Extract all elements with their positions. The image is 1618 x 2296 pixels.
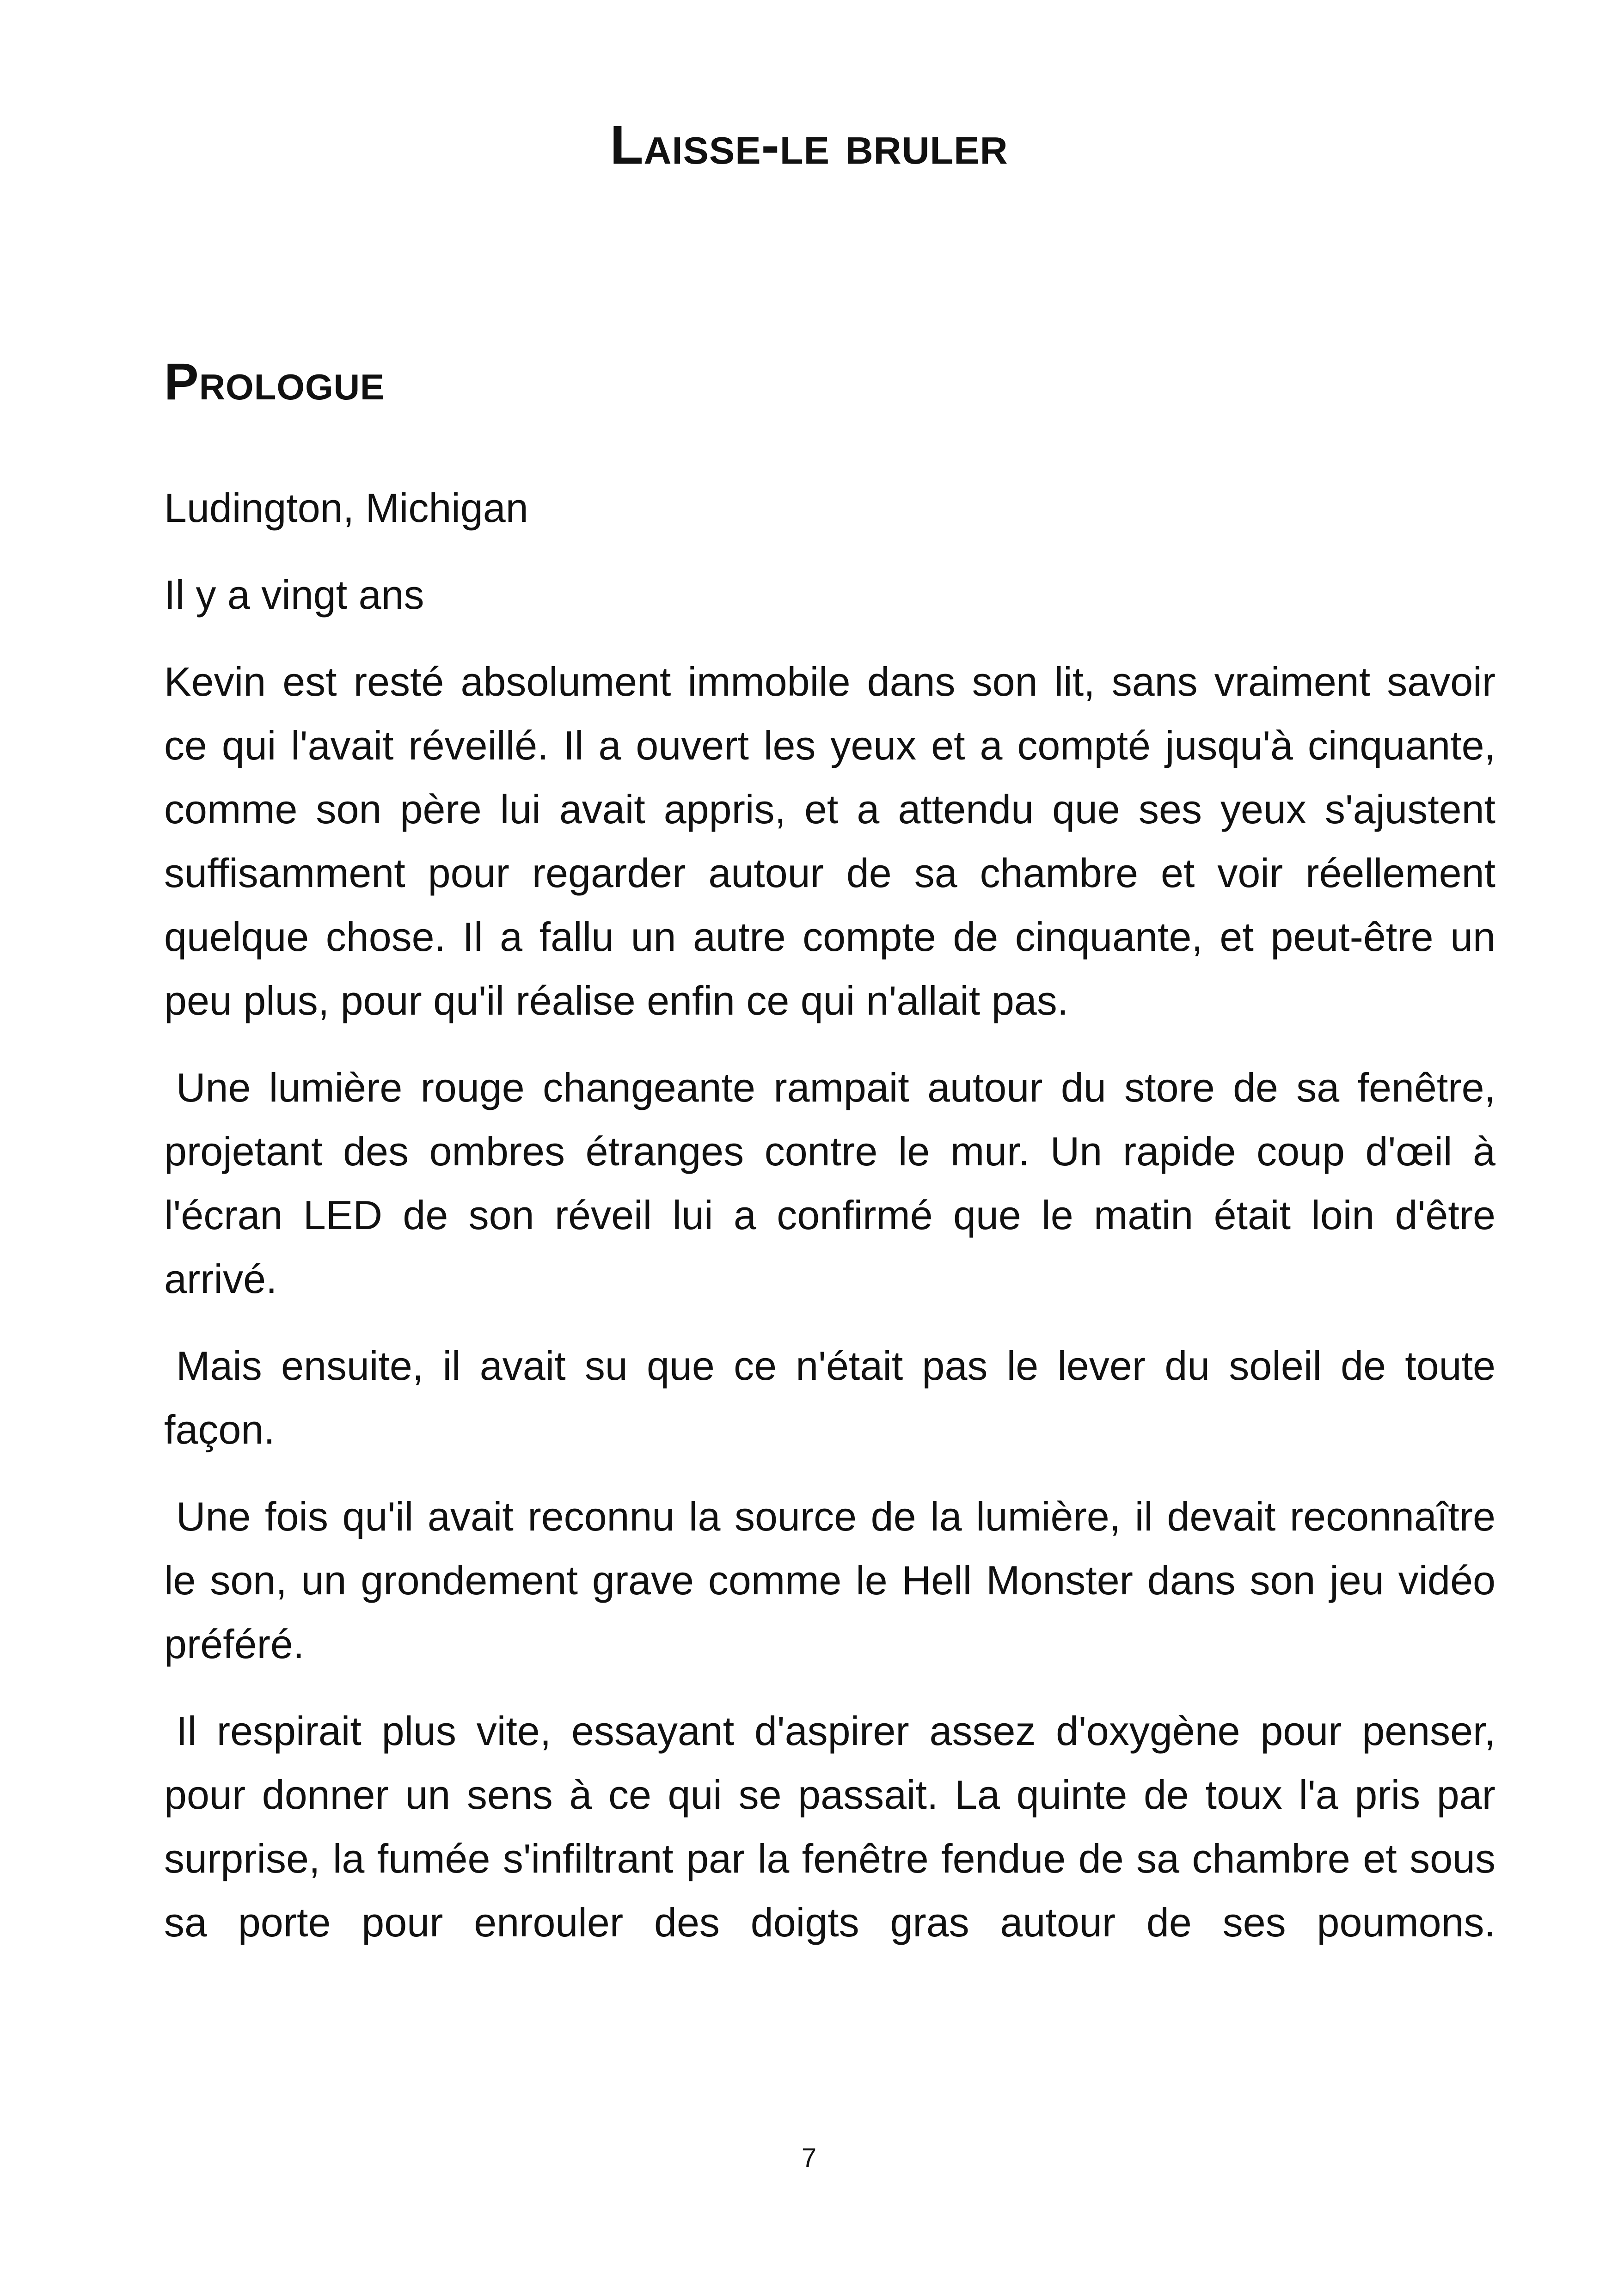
book-title: Laisse-le bruler [610, 115, 1008, 176]
paragraph: Une lumière rouge changeante rampait autour du store de sa fenêtre, projetant des ombres étranges contre le mur. Un rapide coup d'œil à l'écran LED de son réveil lui a confirmé que le matin était loin d'être arrivé. [164, 1065, 1495, 1302]
chapter-body [164, 476, 1495, 1954]
time-line: Il y a vingt ans [164, 572, 424, 618]
paragraph: Mais ensuite, il avait su que ce n'était pas le lever du soleil de toute façon. [164, 1343, 1495, 1452]
page-number: 7 [801, 2143, 817, 2173]
paragraph: Il respirait plus vite, essayant d'aspirer assez d'oxygène pour penser, pour donner un sens à ce qui se passait. La quinte de toux l'a pris par surprise, la fumée s'infiltrant par la fenêtre fendue de sa chambre et sous sa porte pour enrouler des doigts gras autour de ses poumons. [164, 1708, 1495, 1945]
paragraph: Kevin est resté absolument immobile dans son lit, sans vraiment savoir ce qui l'avait réveillé. Il a ouvert les yeux et a compté jusqu'à cinquante, comme son père lui avait appris, et a attendu que ses yeux s'ajustent suffisamment pour regarder autour de sa chambre et voir réellement quelque chose. Il a fallu un autre compte de cinquante, et peut-être un peu plus, pour qu'il réalise enfin ce qui n'allait pas. [164, 659, 1495, 1023]
chapter-title: Prologue [164, 353, 385, 410]
paragraph: Une fois qu'il avait reconnu la source de la lumière, il devait reconnaître le son, un grondement grave comme le Hell Monster dans son jeu vidéo préféré. [164, 1494, 1495, 1667]
location-line: Ludington, Michigan [164, 485, 528, 531]
